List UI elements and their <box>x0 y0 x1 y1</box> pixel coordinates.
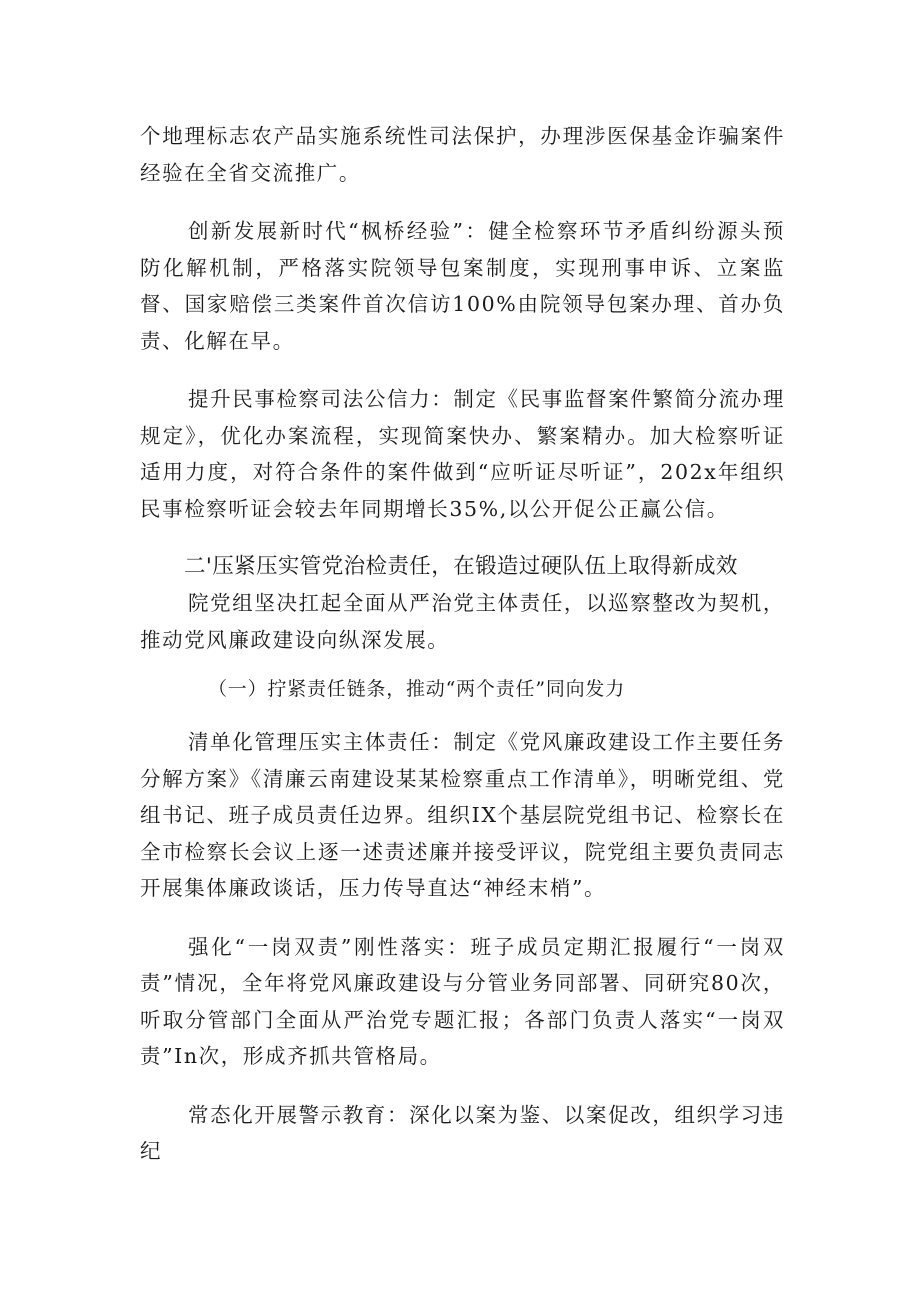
paragraph-continuation: 个地理标志农产品实施系统性司法保护，办理涉医保基金诈骗案件经验在全省交流推广。 <box>140 124 785 185</box>
section-heading-2: 二'压紧压实管党治检责任，在锻造过硬队伍上取得新成效 <box>184 554 738 579</box>
paragraph-party-group-responsibility: 院党组坚决扛起全面从严治党主体责任，以巡察整改为契机，推动党风廉政建设向纵深发展。 <box>140 591 785 652</box>
paragraph-checklist-management: 清单化管理压实主体责任：制定《党风廉政建设工作主要任务分解方案》《清廉云南建设某某检察重点工作清单》，明晰党组、党组书记、班子成员责任边界。组织IX个基层院党组书记、检察长在全市检察长会议上逐一述责述廉并接受评议，院党组主要负责同志开展集体廉政谈话，压力传导直达“神经末梢”。 <box>140 730 785 900</box>
paragraph-one-post-two-duties: 强化“一岗双责”刚性落实：班子成员定期汇报履行“一岗双责”情况，全年将党风廉政建设与分管业务同部署、同研究80次，听取分管部门全面从严治党专题汇报；各部门负责人落实“一岗双责”In次，形成齐抓共管格局。 <box>140 934 785 1068</box>
paragraph-fengqiao-experience: 创新发展新时代“枫桥经验”：健全检察环节矛盾纠纷源头预防化解机制，严格落实院领导包案制度，实现刑事申诉、立案监督、国家赔偿三类案件首次信访100%由院领导包案办理、首办负责、化解在早。 <box>140 219 785 353</box>
document-page <box>140 118 785 1170</box>
subsection-heading-1: （一）拧紧责任链条，推动“两个责任”同向发力 <box>208 678 626 700</box>
paragraph-civil-procuratorate: 提升民事检察司法公信力：制定《民事监督案件繁简分流办理规定》，优化办案流程，实现简案快办、繁案精办。加大检察听证适用力度，对符合条件的案件做到“应听证尽听证”，202x年组织民事检察听证会较去年同期增长35%,以公开促公正赢公信。 <box>140 387 785 521</box>
paragraph-warning-education: 常态化开展警示教育：深化以案为鉴、以案促改，组织学习违纪 <box>140 1102 785 1163</box>
